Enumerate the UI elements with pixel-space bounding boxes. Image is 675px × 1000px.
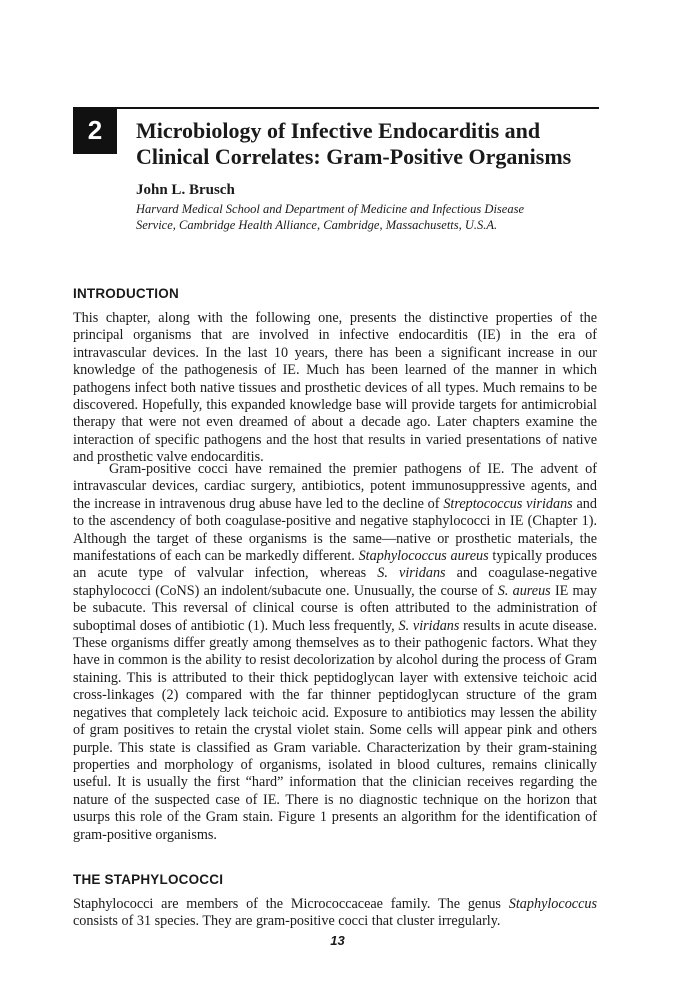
author-name: John L. Brusch xyxy=(136,182,235,198)
text-run: and to the ascendency of both coagulase-positive and negative staphylococci in IE (Chapter 1). Although the target of these organisms is the same—native or prosthetic materials, the manifestations of each can be markedly different. xyxy=(73,495,597,565)
chapter-title xyxy=(136,118,596,170)
affiliation-line1: Harvard Medical School and Department of Medicine and Infectious Disease xyxy=(136,202,524,216)
chapter-rule xyxy=(117,107,599,109)
text-run: Gram-positive cocci have remained the premier pathogens of IE. The advent of intravascular devices, cardiac surgery, antibiotics, potent immunosuppressive agents, and the increase in intravenous drug abuse have led to the decline of xyxy=(73,461,597,512)
staphylococci-heading: THE STAPHYLOCOCCI xyxy=(73,872,224,887)
chapter-title-line2: Clinical Correlates: Gram-Positive Organisms xyxy=(136,144,572,169)
species-name: Staphylococcus aureus xyxy=(358,548,489,565)
intro-paragraph-2 xyxy=(73,461,597,844)
text-run: results in acute disease. These organisms differ greatly among themselves as to their pathogenic factors. What they have in common is the ability to resist decolorization by alcohol during the process of Gram staining. This is attributed to their thick peptidoglycan layer with extensive teichoic acid cross-linkages (2) compared with the far thinner peptidoglycan structure of the gram negatives that completely lack teichoic acid. Exposure to antibiotics may lessen the ability of gram positives to retain the crystal violet stain. Some cells will appear pink and others purple. This state is classified as Gram variable. Characterization by their gram-staining properties and morphology of organisms, isolated in blood cultures, remains clinically useful. It is usually the first “hard” information that the clinician receives regarding the nature of the suspected case of IE. There is no diagnostic technique on the horizon that usurps this role of the Gram stain. Figure 1 presents an algorithm for the identification of gram-positive organisms. xyxy=(73,617,597,843)
introduction-heading: INTRODUCTION xyxy=(73,286,179,301)
page-number: 13 xyxy=(330,933,345,948)
text-run: typically produces an acute type of valvular infection, whereas xyxy=(73,548,598,582)
affiliation-line2: Service, Cambridge Health Alliance, Cambridge, Massachusetts, U.S.A. xyxy=(136,218,498,232)
chapter-number: 2 xyxy=(87,115,103,145)
species-name: S. aureus xyxy=(497,582,551,599)
text-run: consists of 31 species. They are gram-positive cocci that cluster irregularly. xyxy=(73,913,501,930)
text-run: IE may be subacute. This reversal of clinical course is often attributed to the administration of suboptimal doses of antibiotic (1). Much less frequently, xyxy=(73,582,597,634)
species-name: S. viridans xyxy=(398,617,460,634)
species-name: S. viridans xyxy=(377,565,446,582)
species-name: Streptococcus viridans xyxy=(443,495,573,512)
intro-paragraph-1: This chapter, along with the following one, presents the distinctive properties of the principal organisms that are involved in infective endocarditis (IE) in the era of intravascular devices. In the last 10 years, there has been a significant increase in our knowledge of the pathogenesis of IE. Much has been learned of the manner in which pathogens infect both native tissues and prosthetic devices of all types. Much remains to be discovered. Hopefully, this expanded knowledge base will provide targets for antimicrobial therapy that were not even dreamed of about a decade ago. Later chapters examine the interaction of specific pathogens and the host that results in varied presentations of native and prosthetic valve endocarditis. xyxy=(73,310,597,466)
genus-name: Staphylococcus xyxy=(508,896,597,912)
text-run: Staphylococci are members of the Micrococcaceae family. The genus xyxy=(73,896,509,912)
chapter-number-box xyxy=(73,107,117,154)
author-affiliation xyxy=(136,201,576,233)
text-run: and coagulase-negative staphylococci (CoNS) an indolent/subacute one. Unusually, the course of xyxy=(73,565,597,599)
staph-paragraph-1 xyxy=(73,896,597,931)
chapter-title-line1: Microbiology of Infective Endocarditis and xyxy=(136,118,541,143)
